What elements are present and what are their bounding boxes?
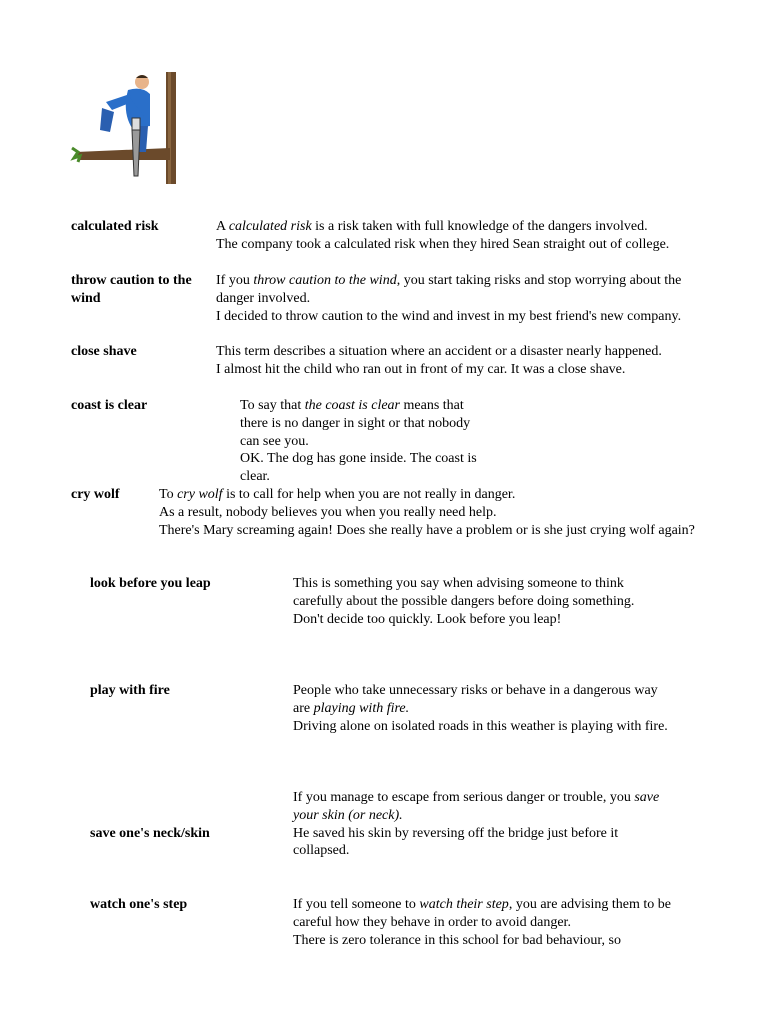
definition-throw-caution xyxy=(216,272,706,325)
definition-text: If you xyxy=(216,273,254,288)
definition-watch-ones-step xyxy=(293,896,678,949)
definition-text: This term describes a situation where an accident or a disaster nearly happened. xyxy=(216,344,662,359)
definition-emphasis: the coast is clear xyxy=(304,398,400,413)
example-sentence: I almost hit the child who ran out in front of my car. It was a close shave. xyxy=(216,361,626,377)
definition-text: , you are advising them to be careful how they behave in order to avoid danger. xyxy=(293,897,671,930)
definition-text: If you manage to escape from serious danger or trouble, you xyxy=(293,790,635,805)
definition-emphasis: playing with fire. xyxy=(313,700,410,716)
definition-text: As a result, nobody believes you when you really need help. xyxy=(159,504,497,520)
example-sentence: There is zero tolerance in this school for bad behaviour, so xyxy=(293,932,621,948)
example-sentence: The company took a calculated risk when they hired Sean straight out of college. xyxy=(216,236,670,252)
definition-play-with-fire xyxy=(293,682,678,735)
definition-text: If you tell someone to xyxy=(293,897,420,912)
example-sentence: Driving alone on isolated roads in this weather is playing with fire. xyxy=(293,718,668,734)
term-save-ones-neck: save one's neck/skin xyxy=(90,826,210,841)
term-calculated-risk: calculated risk xyxy=(71,219,159,234)
definition-text: This is something you say when advising someone to think carefully about the possible dangers before doing something. xyxy=(293,576,635,609)
definition-cry-wolf xyxy=(159,486,704,539)
example-sentence: I decided to throw caution to the wind and invest in my best friend's new company. xyxy=(216,308,682,324)
term-watch-ones-step: watch one's step xyxy=(90,897,188,912)
definition-text: People who take unnecessary risks or behave in a dangerous way are xyxy=(293,683,658,716)
example-sentence: He saved his skin by reversing off the bridge just before it collapsed. xyxy=(293,825,619,859)
definition-text: To say that xyxy=(240,398,305,413)
definition-emphasis: watch their step xyxy=(419,897,509,912)
example-sentence: Don't decide too quickly. Look before you leap! xyxy=(293,611,562,627)
term-throw-caution: throw caution to the wind xyxy=(71,273,192,306)
example-sentence: There's Mary screaming again! Does she really have a problem or is she just crying wolf again? xyxy=(159,522,695,538)
definition-text: To xyxy=(159,487,178,502)
definition-close-shave xyxy=(216,343,716,379)
definition-text: A xyxy=(216,219,229,234)
definition-text: is a risk taken with full knowledge of the dangers involved. xyxy=(311,219,648,234)
definition-look-before-you-leap xyxy=(293,575,673,628)
man-sawing-branch-icon xyxy=(70,72,180,184)
definition-text: , you start taking risks and stop worrying about the danger involved. xyxy=(216,273,682,306)
term-look-before-you-leap: look before you leap xyxy=(90,576,211,591)
definition-save-ones-neck xyxy=(293,789,678,860)
definition-text: is to call for help when you are not really in danger. xyxy=(222,487,516,502)
term-coast-is-clear: coast is clear xyxy=(71,398,148,413)
definition-emphasis: throw caution to the wind xyxy=(253,273,397,288)
term-cry-wolf: cry wolf xyxy=(71,487,120,502)
definition-text: means that there is no danger in sight or that nobody can see you. xyxy=(240,398,471,449)
example-sentence: OK. The dog has gone inside. The coast is clear. xyxy=(240,451,477,485)
definition-emphasis: cry wolf xyxy=(177,487,223,502)
definition-calculated-risk xyxy=(216,218,706,254)
term-close-shave: close shave xyxy=(71,344,137,359)
term-play-with-fire: play with fire xyxy=(90,683,170,698)
definition-coast-is-clear xyxy=(240,397,492,486)
definition-emphasis: calculated risk xyxy=(228,219,312,234)
definition-emphasis: save your skin (or neck). xyxy=(293,790,660,823)
